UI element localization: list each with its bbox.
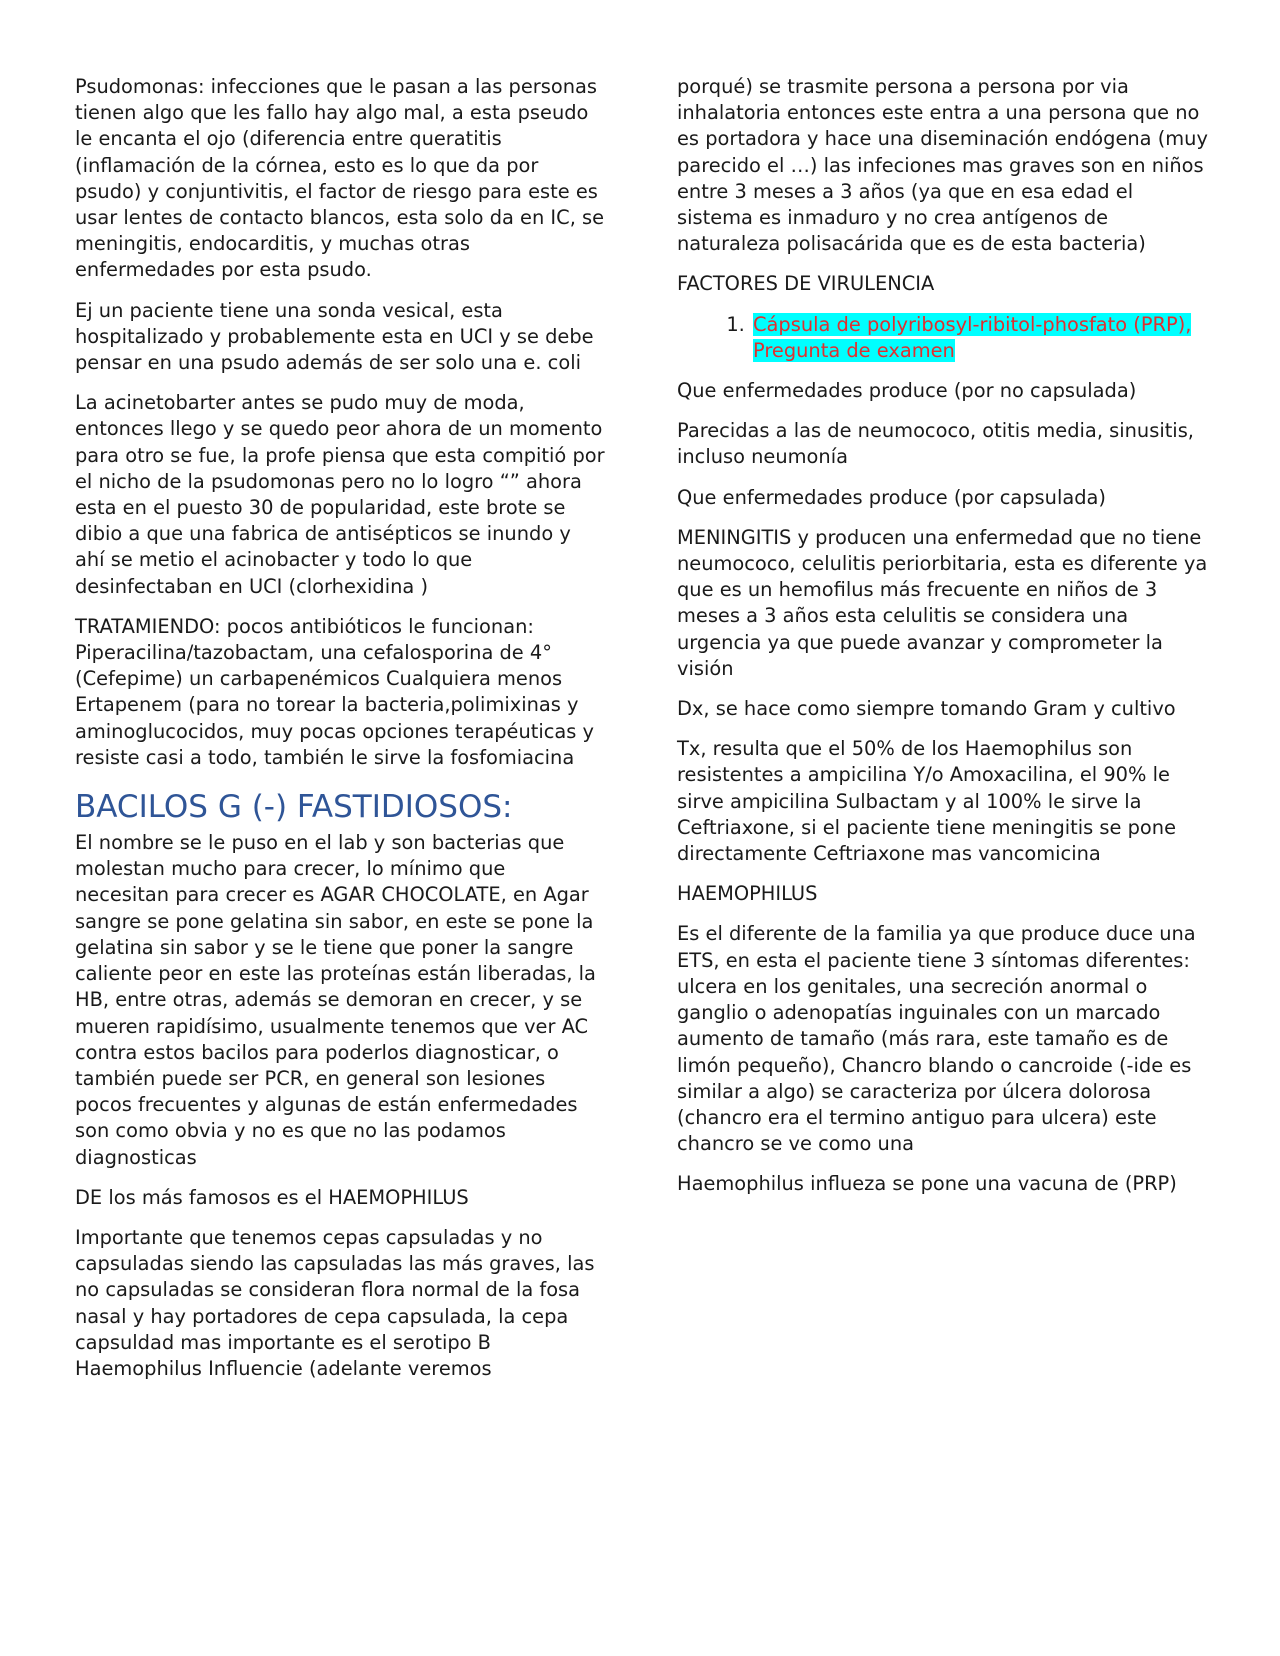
paragraph-no-capsulada-body: Parecidas a las de neumococo, otitis media, sinusitis, incluso neumonía (677, 419, 1194, 469)
section-heading: BACILOS G (-) FASTIDIOSOS: (75, 789, 513, 826)
paragraph-factores-virulencia: FACTORES DE VIRULENCIA (677, 272, 935, 296)
paragraph-no-capsulada-title: Que enfermedades produce (por no capsulada) (677, 379, 1137, 403)
paragraph-acinetobacter: La acinetobarter antes se pudo muy de moda, entonces llego y se quedo peor ahora de un momento para otro se fue, la profe piensa que esta compitió por el nicho de la psudomonas pero no lo logro “” ahora esta en el puesto 30 de popularidad, este brote se dibio a que una fabrica de antisépticos se inundo y ahí se metio el acinobacter y todo lo que desinfectaban en UCI (clorhexidina ) (75, 391, 605, 598)
paragraph-meningitis: MENINGITIS y producen una enfermedad que no tiene neumococo, celulitis periorbitaria, esta es diferente ya que es un hemofilus más frecuente en niños de 3 meses a 3 años esta celulitis se considera una urgencia ya que puede avanzar y comprometer la visión (677, 525, 1208, 680)
paragraph-fastidiosos: El nombre se le puso en el lab y son bacterias que molestan mucho para crecer, lo mínimo que necesitan para crecer es AGAR CHOCOLATE, en Agar sangre se pone gelatina sin sabor, en este se pone la gelatina sin sabor y se le tiene que poner la sangre caliente peor en este las proteínas están liberadas, la HB, entre otras, además se demoran en crecer, y se mueren rapidísimo, usualmente tenemos que ver AC contra estos bacilos para poderlos diagnosticar, o también puede ser PCR, en general son lesiones pocos frecuentes y algunas de están enfermedades son como obvia y no es que no las podamos diagnosticas (75, 831, 596, 1169)
paragraph-capsulada-title: Que enfermedades produce (por capsulada) (677, 485, 1106, 509)
highlighted-text: Cápsula de polyribosyl-ribitol-phosfato (PRP), Pregunta de examen (753, 312, 1192, 362)
paragraph-cepas-capsuladas: Importante que tenemos cepas capsuladas y no capsuladas siendo las capsuladas las más graves, las no capsuladas se consideran flora normal de la fosa nasal y hay portadores de cepa capsulada, la cepa capsuldad mas importante es el serotipo B Haemophilus Influencie (adelante veremos (75, 1225, 595, 1380)
paragraph-tx: Tx, resulta que el 50% de los Haemophilus son resistentes a ampicilina Y/o Amoxacilina, el 90% le sirve ampicilina Sulbactam y al 100% le sirve la Ceftriaxone, si el paciente tiene meningitis se pone directamente Ceftriaxone mas vancomicina (677, 737, 1177, 866)
list-item (751, 312, 1212, 364)
paragraph-dx: Dx, se hace como siempre tomando Gram y cultivo (677, 697, 1176, 721)
paragraph-psudomonas: Psudomonas: infecciones que le pasan a las personas tienen algo que les fallo hay algo mal, a esta pseudo le encanta el ojo (diferencia entre queratitis (inflamación de la córnea, esto es lo que da por psudo) y conjuntivitis, el factor de riesgo para este es usar lentes de contacto blancos, esta solo da en IC, se meningitis, endocarditis, y muchas otras enfermedades por esta psudo. (75, 75, 605, 282)
paragraph-ets: Es el diferente de la familia ya que produce duce una ETS, en esta el paciente tiene 3 síntomas diferentes: ulcera en los genitales, una secreción anormal o ganglio o adenopatías inguinales con un marcado aumento de tamaño (más rara, este tamaño es de limón pequeño), Chancro blando o cancroide (-ide es similar a algo) se caracteriza por úlcera dolorosa (chancro era el termino antiguo para ulcera) este chancro se ve como una (677, 922, 1196, 1156)
paragraph-transmision: porqué) se trasmite persona a persona por via inhalatoria entonces este entra a una persona que no es portadora y hace una diseminación endógena (muy parecido el …) las infeciones mas graves son en niños entre 3 meses a 3 años (ya que en esa edad el sistema es inmaduro y no crea antígenos de naturaleza polisacárida que es de esta bacteria) (677, 75, 1208, 256)
virulence-list (677, 312, 1212, 364)
paragraph-haemophilus-heading: HAEMOPHILUS (677, 882, 818, 906)
paragraph-haemophilus-famoso: DE los más famosos es el HAEMOPHILUS (75, 1185, 469, 1209)
left-column (75, 74, 605, 1396)
paragraph-sonda-vesical: Ej un paciente tiene una sonda vesical, esta hospitalizado y probablemente esta en UCI y se debe pensar en una psudo además de ser solo una e. coli (75, 298, 594, 375)
right-column (677, 74, 1212, 1212)
paragraph-vacuna: Haemophilus influeza se pone una vacuna de (PRP) (677, 1172, 1177, 1196)
paragraph-tratamiento: TRATAMIENDO: pocos antibióticos le funcionan: Piperacilina/tazobactam, una cefalosporina de 4° (Cefepime) un carbapenémicos Cualquiera menos Ertapenem (para no torear la bacteria,polimixinas y aminoglucocidos, muy pocas opciones terapéuticas y resiste casi a todo, también le sirve la fosfomiacina (75, 614, 595, 769)
